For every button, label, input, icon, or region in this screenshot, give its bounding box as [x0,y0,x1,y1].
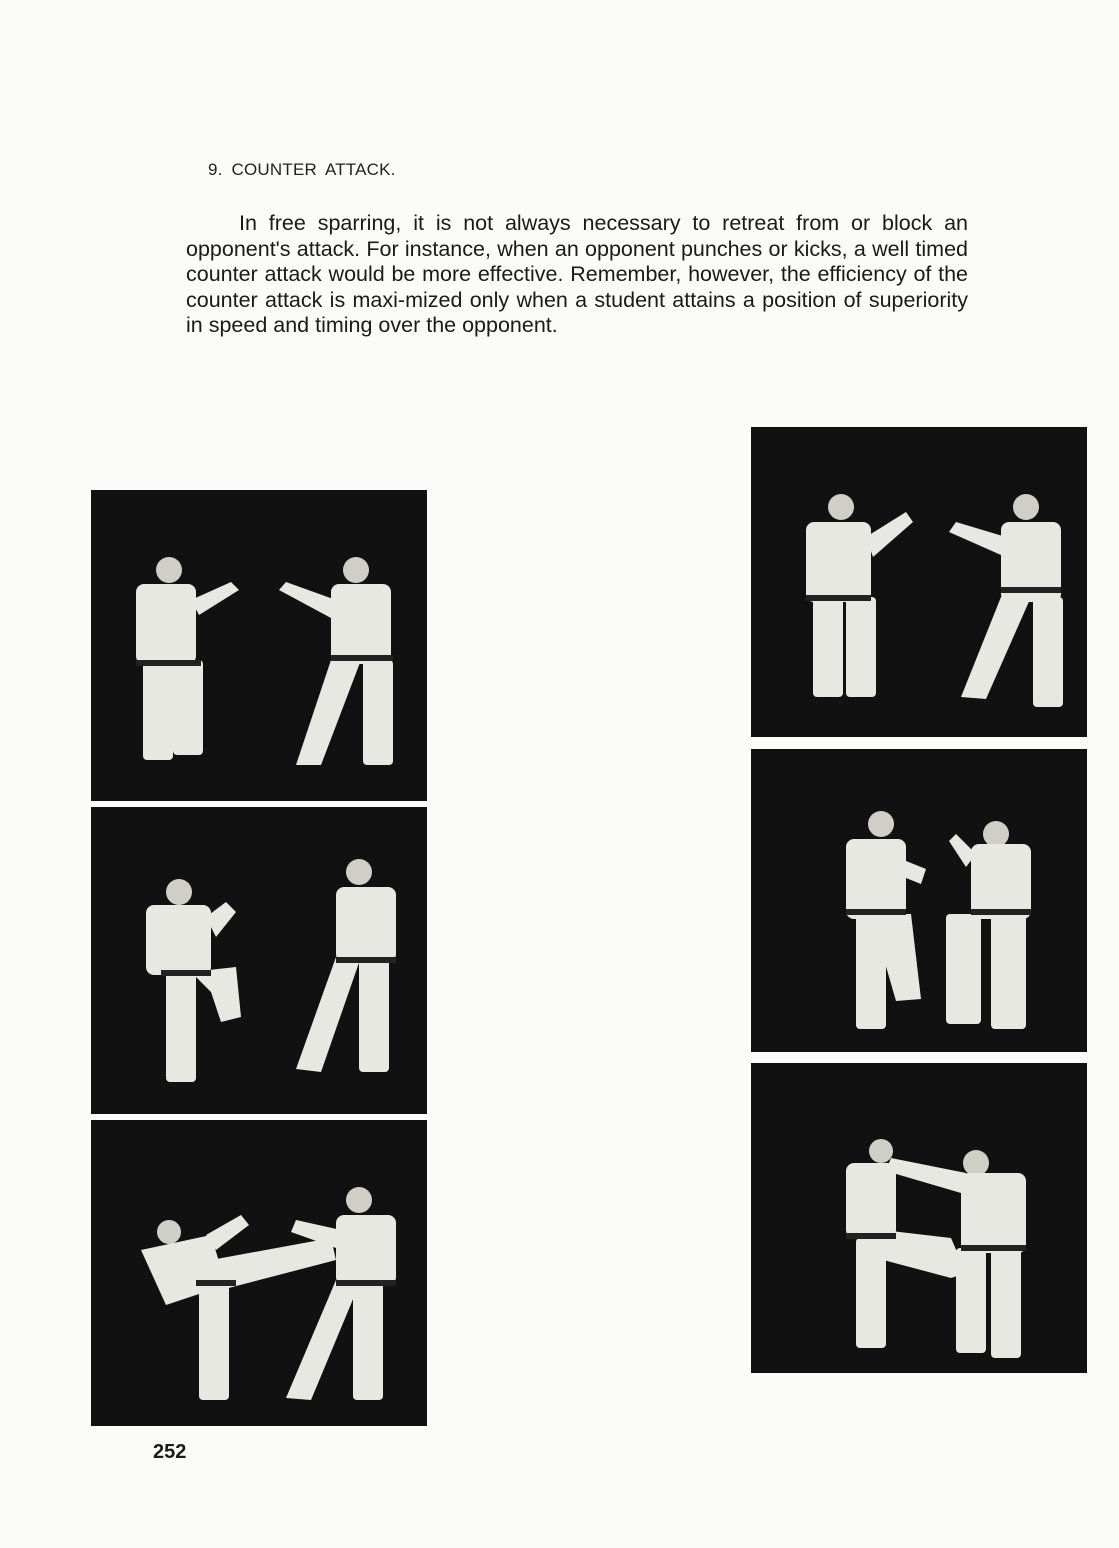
photo-left-3 [91,1120,427,1426]
sparring-photo-stance-icon [751,427,1087,737]
sparring-photo-knee-raise-icon [91,807,427,1114]
photo-right-3 [751,1063,1087,1373]
sparring-photo-stance-icon [91,490,427,801]
body-paragraph-container [186,211,968,339]
photo-left-1 [91,490,427,801]
photo-right-2 [751,749,1087,1052]
sparring-photo-close-distance-icon [751,749,1087,1052]
section-heading: 9. COUNTER ATTACK. [208,160,396,179]
sparring-photo-high-kick-icon [91,1120,427,1426]
photo-right-1 [751,427,1087,737]
photo-left-2 [91,807,427,1114]
sparring-photo-counter-punch-icon [751,1063,1087,1373]
page-number: 252 [153,1441,187,1463]
body-paragraph: In free sparring, it is not always necessary to retreat from or block an opponent's attack. For instance, when an opponent punches or kicks, a well timed counter attack would be more effective. Remember, however, the efficiency of the counter attack is maxi-mized only when a student attains a position of superiority in speed and timing over the opponent. [186,211,968,338]
